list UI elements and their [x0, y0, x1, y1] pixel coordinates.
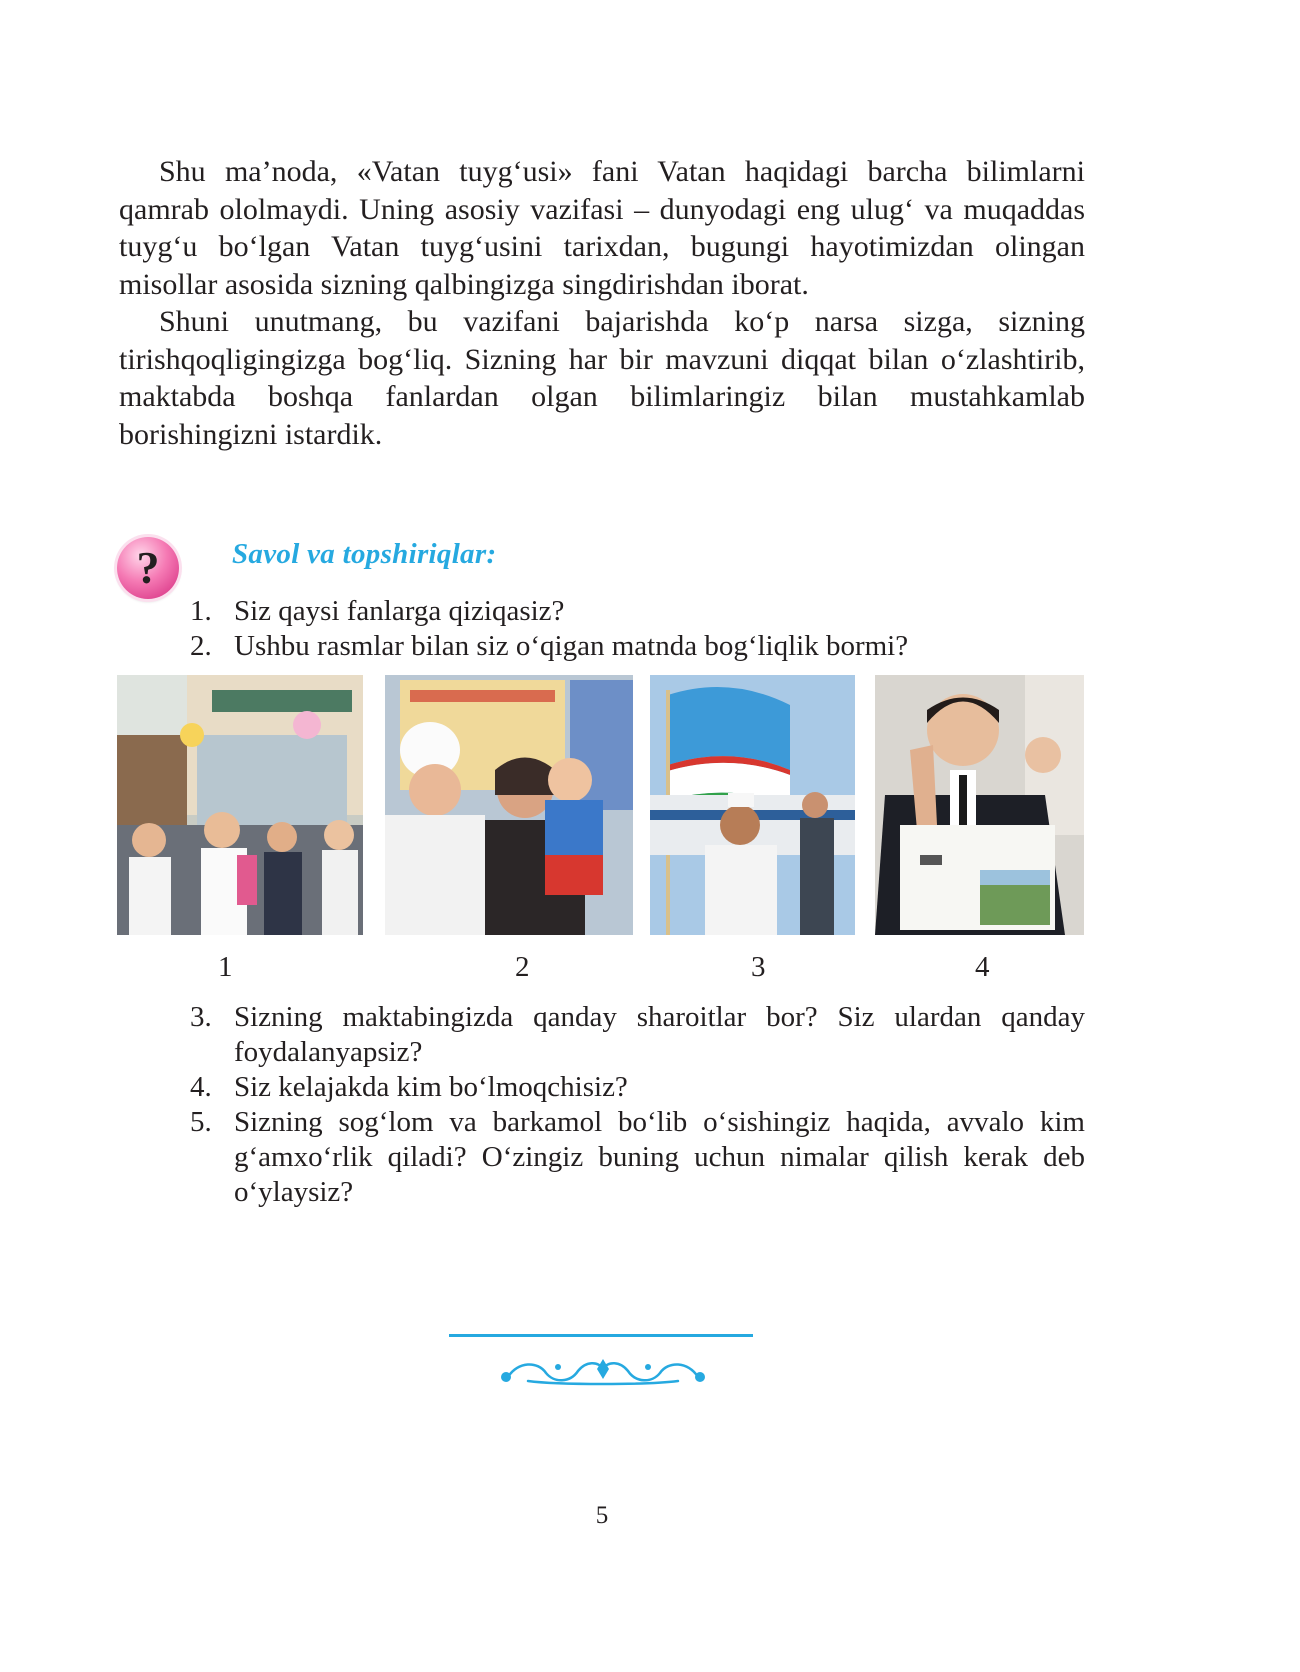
- question-text: Siz kelajakda kim bo‘lmoqchisiz?: [234, 1071, 628, 1103]
- photo-caption: 2: [515, 951, 530, 983]
- photo-pupil-reading: [875, 675, 1084, 935]
- question-mark-icon: [117, 537, 179, 599]
- divider-line: [449, 1334, 753, 1337]
- question-text: Ushbu rasmlar bilan siz o‘qigan matnda bog‘liqlik bormi?: [234, 630, 909, 662]
- question-text: Siz qaysi fanlarga qiziqasiz?: [234, 595, 565, 627]
- page-number: 5: [595, 1502, 609, 1529]
- question-text: Sizning maktabingizda qanday sharoitlar bor? Siz ulardan qanday foydalanyapsiz?: [234, 1001, 1085, 1068]
- questions-list: [190, 1000, 1085, 1210]
- body-text: [119, 153, 1085, 453]
- question-number: 4.: [190, 1071, 212, 1103]
- question-number: 1.: [190, 595, 212, 627]
- question-number: 5.: [190, 1106, 212, 1138]
- question-item: [190, 629, 1085, 664]
- paragraph: Shuni unutmang, bu vazifani bajarishda ko‘p narsa sizga, sizning tirishqoqligingizga bog‘liq. Sizning har bir mavzuni diqqat bilan o‘zlashtirib, maktabda boshqa fanlardan olgan bilimlaringiz bilan mustahkamlab borishingizni istardik.: [119, 305, 1085, 451]
- question-item: [190, 594, 1085, 629]
- question-item: [190, 1105, 1085, 1210]
- photo-flag-bearer: [650, 675, 855, 935]
- question-item: [190, 1070, 1085, 1105]
- photo-caption: 3: [751, 951, 766, 983]
- questions-heading: Savol va topshiriqlar:: [232, 538, 497, 570]
- question-number: 3.: [190, 1001, 212, 1033]
- ornament-icon: [498, 1355, 708, 1389]
- photo-nurse-and-child: [385, 675, 633, 935]
- question-text: Sizning sog‘lom va barkamol bo‘lib o‘sishingiz haqida, avvalo kim g‘amxo‘rlik qiladi? O‘zingiz buning uchun nimalar qilish kerak deb o‘ylaysiz?: [234, 1106, 1085, 1208]
- photo-schoolchildren: [117, 675, 363, 935]
- photo-caption: 1: [218, 951, 233, 983]
- photo-caption: 4: [975, 951, 990, 983]
- questions-list: [190, 594, 1085, 664]
- question-item: [190, 1000, 1085, 1070]
- question-mark-glyph: ?: [136, 542, 160, 593]
- paragraph: Shu ma’noda, «Vatan tuyg‘usi» fani Vatan haqidagi barcha bilimlarni qamrab ololmaydi. Uning asosiy vazifasi – dunyodagi eng ulug‘ va muqaddas tuyg‘u bo‘lgan Vatan tuyg‘usini tarixdan, bugungi hayotimizdan olingan misollar asosida sizning qalbingizga singdirishdan iborat.: [119, 155, 1085, 301]
- question-number: 2.: [190, 630, 212, 662]
